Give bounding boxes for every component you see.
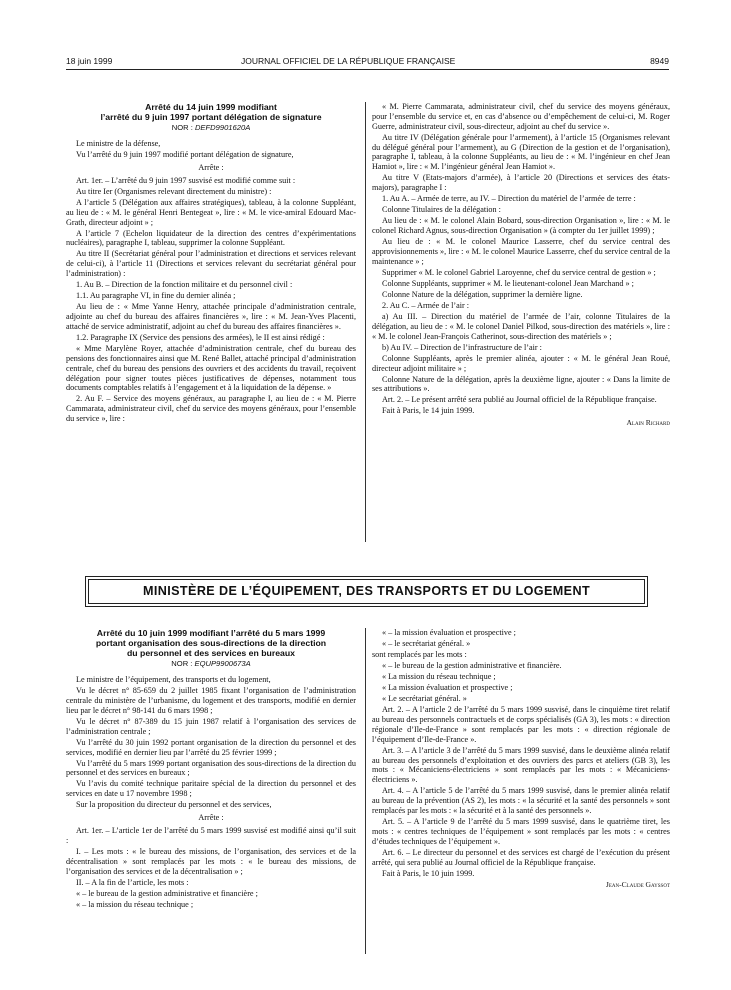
arrete1-right-column — [372, 102, 670, 428]
paragraph: Vu l’avis du comité technique paritaire spécial de la direction du personnel et des services en date u 17 novembre 1998 ; — [66, 779, 356, 799]
paragraph: Art. 1er. – L’article 1er de l’arrêté du 5 mars 1999 susvisé est modifié ainsi qu’il suit : — [66, 826, 356, 845]
arrete2-title-line: portant organisation des sous-directions de la direction — [95, 638, 327, 648]
paragraph: b) Au IV. – Direction de l’infrastructure de l’air : — [382, 342, 542, 352]
paragraph: Art. 3. – A l’article 3 de l’arrêté du 5 mars 1999 susvisé, dans le deuxième alinéa relatif au bureau des personnels d’exploitation et des ouvriers des parcs et ateliers (GB 3), les mots : « Mécaniciens-électriciens » sont remplacés par les mots : « Mécaniciens-électriciens ». — [372, 745, 670, 785]
paragraph: 2. Au F. – Service des moyens généraux, au paragraphe I, au lieu de : « M. Pierre Cammarata, administrateur civil, chef du service des moyens généraux, pour l’ensemble du service », lire : — [66, 394, 356, 424]
paragraph: Au titre Ier (Organismes relevant directement du ministre) : — [76, 186, 272, 196]
paragraph: II. – A la fin de l’article, les mots : — [76, 877, 189, 887]
paragraph: A l’article 5 (Délégation aux affaires stratégiques), tableau, à la colonne Suppléant, au lieu de : « M. le général Henri Bentegeat », lire : « M. le vice-amiral Edouard Mac-Grath, directeur adjoint » ; — [66, 197, 356, 227]
arrete2-right-column — [372, 628, 670, 890]
paragraph: sont remplacés par les mots : — [372, 650, 467, 660]
paragraph: Arrête : — [198, 813, 224, 823]
paragraph: Vu le décret n° 85-659 du 2 juillet 1985 fixant l’organisation de l’administration centrale du ministère de l’urbanisme, du logement et des transports, modifié en dernier lieu par le décret n° 98-141 du 6 mars 1998 ; — [66, 686, 356, 715]
paragraph: Au lieu de : « Mme Yanne Henry, attachée principale d’administration centrale, adjointe au chef du bureau des affaires financières », lire : « M. Jean-Yves Placenti, attaché de service administratif, adjoint au chef du bureau des affaires financières ». — [66, 302, 356, 331]
arrete2-nor — [66, 659, 356, 668]
paragraph: Arrête : — [198, 162, 224, 172]
paragraph: Art. 2. – A l’article 2 de l’arrêté du 5 mars 1999 susvisé, dans le cinquième tiret relatif au bureau des personnels contractuels et de corps spécialisés (GA 3), les mots : « direction régionale d’Ile-de-France » sont remplacés par les mots : « direction régionale de l’équipement d’Ile-de-France ». — [372, 705, 670, 744]
nor-code: EQUP9900673A — [194, 659, 251, 668]
paragraph: Art. 4. – A l’article 5 de l’arrêté du 5 mars 1999 susvisé, dans le premier alinéa relatif au bureau de la prévention (AS 2), les mots : « la sécurité et la santé des personnels » sont remplacés par les mots : « la sécurité et à la santé des personnels ». — [372, 786, 670, 816]
paragraph: Colonne Suppléants, après le premier alinéa, ajouter : « M. le général Jean Roué, directeur adjoint militaire » ; — [372, 353, 670, 373]
header-rule — [66, 69, 669, 70]
arrete2-title-line: du personnel et des services en bureaux — [126, 648, 296, 658]
arrete1-left-column — [66, 102, 356, 425]
paragraph: Art. 6. – Le directeur du personnel et des services est chargé de l’exécution du présent arrêté, qui sera publié au Journal officiel de la République française. — [372, 847, 670, 867]
paragraph: Au titre II (Secrétariat général pour l’administration et directions et services relevant de celui-ci), à l’article 11 (Directions et services relevant du secrétariat général pour l’administration) : — [66, 249, 356, 279]
arrete2-left-column — [66, 628, 356, 911]
paragraph: Sur la proposition du directeur du personnel et des services, — [76, 800, 272, 810]
column-divider — [365, 628, 366, 954]
header-date: 18 juin 1999 — [66, 56, 113, 66]
paragraph: « Le secrétariat général. » — [382, 694, 467, 704]
nor-label: NOR : — [171, 659, 193, 668]
arrete1-nor — [66, 123, 356, 132]
paragraph: Vu le décret n° 87-389 du 15 juin 1987 relatif à l’organisation des services de l’administration centrale ; — [66, 716, 356, 736]
paragraph: Le ministre de la défense, — [76, 139, 161, 149]
paragraph: I. – Les mots : « le bureau des missions, de l’organisation, des services et de la décentralisation » sont remplacés par les mots : « le bureau des missions, de l’organisation des services et de la décentralisation » ; — [66, 846, 356, 876]
paragraph: Art. 2. – Le présent arrêté sera publié au Journal officiel de la République française. — [382, 395, 657, 405]
paragraph: Colonne Titulaires de la délégation : — [382, 205, 501, 215]
paragraph: « – le bureau de la gestion administrative et financière ; — [76, 888, 258, 898]
paragraph: Le ministre de l’équipement, des transports et du logement, — [76, 675, 271, 685]
paragraph: 1. Au B. – Direction de la fonction militaire et du personnel civil : — [76, 280, 293, 290]
arrete1-title-line: l’arrêté du 9 juin 1997 portant délégation de signature — [100, 112, 322, 122]
paragraph: Au lieu de : « M. le colonel Maurice Lasserre, chef du service central des approvisionnements », lire : « M. le colonel Maurice Lasserre, chef du service central de la maintenance » ; — [372, 237, 670, 266]
arrete1-title-line: Arrêté du 14 juin 1999 modifiant — [145, 102, 277, 112]
paragraph: « Mme Marylène Royer, attachée d’administration centrale, chef du bureau des pensions des fonctionnaires ainsi que M. René Ballet, attaché principal d’administration centrale, chef du bureau des pensions des ouvriers et des accidents du travail, reçoivent délégation pour signer toutes pièces justificatives de dépenses, notamment tous documents comptables relatifs à l’engagement et à la liquidation de la dépense. » — [66, 344, 356, 393]
paragraph: « La mission évaluation et prospective ; — [382, 683, 513, 693]
paragraph: « La mission du réseau technique ; — [382, 672, 496, 682]
column-divider — [365, 102, 366, 542]
paragraph: Au lieu de : « M. le colonel Alain Bobard, sous-direction Organisation », lire : « M. le colonel Richard Agnus, sous-direction Organisation » (à compter du 1er juillet 1999) ; — [372, 216, 670, 236]
page-header — [66, 56, 669, 70]
paragraph: « – le secrétariat général. » — [382, 639, 471, 649]
paragraph: Vu l’arrêté du 5 mars 1999 portant organisation des sous-directions de la direction du personnel et des services en bureaux ; — [66, 758, 356, 778]
paragraph: a) Au III. – Direction du matériel de l’armée de l’air, colonne Titulaires de la délégation, au lieu de : « M. le colonel Daniel Pilkod, sous-direction des matériels », lire : « M. le colonel Jean-François Catherinot, sous-direction des matériels » ; — [372, 311, 670, 341]
paragraph: A l’article 7 (Echelon liquidateur de la direction des centres d’expérimentations nucléaires), paragraphe I, tableau, supprimer la colonne Suppléant. — [66, 228, 356, 248]
nor-code: DEFD9901620A — [194, 123, 251, 132]
paragraph: « M. Pierre Cammarata, administrateur civil, chef du service des moyens généraux, pour l’ensemble du service et, en cas d’absence ou d’empêchement de celui-ci, M. Roger Guerre, administrateur civil, sous-directeur, adjoint au chef du service ». — [372, 102, 670, 131]
header-journal-title: JOURNAL OFFICIEL DE LA RÉPUBLIQUE FRANÇAISE — [241, 56, 456, 66]
paragraph: Art. 1er. – L’arrêté du 9 juin 1997 susvisé est modifié comme suit : — [76, 175, 296, 185]
paragraph: 1.2. Paragraphe IX (Service des pensions des armées), le II est ainsi rédigé : — [76, 332, 325, 342]
paragraph: 1. Au A. – Armée de terre, au IV. – Direction du matériel de l’armée de terre : — [382, 194, 636, 204]
paragraph: Fait à Paris, le 10 juin 1999. — [382, 868, 475, 878]
paragraph: Colonne Nature de la délégation, après la deuxième ligne, ajouter : « Dans la limite de ses attributions ». — [372, 374, 670, 394]
paragraph: Supprimer « M. le colonel Gabriel Laroyenne, chef du service central de gestion » ; — [382, 267, 656, 277]
arrete2-signature: Jean-Claude Gayssot — [605, 879, 670, 889]
paragraph: Colonne Suppléants, supprimer « M. le lieutenant-colonel Jean Marchand » ; — [382, 278, 634, 288]
paragraph: Vu l’arrêté du 9 juin 1997 modifié portant délégation de signature, — [76, 150, 294, 160]
arrete2-title-line: Arrêté du 10 juin 1999 modifiant l’arrêté du 5 mars 1999 — [96, 628, 326, 638]
paragraph: « – la mission évaluation et prospective ; — [382, 628, 516, 637]
paragraph: 1.1. Au paragraphe VI, in fine du dernier alinéa ; — [76, 291, 236, 301]
paragraph: Au titre V (Etats-majors d’armée), à l’article 20 (Directions et services des états-majors), paragraphe I : — [372, 173, 670, 193]
header-page-number: 8949 — [650, 56, 669, 66]
ministry-banner: MINISTÈRE DE L’ÉQUIPEMENT, DES TRANSPORTS ET DU LOGEMENT — [88, 579, 645, 604]
paragraph: Fait à Paris, le 14 juin 1999. — [382, 406, 475, 416]
paragraph: Art. 5. – A l’article 9 de l’arrêté du 5 mars 1999 susvisé, dans le quatrième tiret, les mots : « centres techniques de l’équipement » sont remplacés par les mots : « centres d’études techniques de l’équipement ». — [372, 817, 670, 846]
paragraph: « – le bureau de la gestion administrative et financière. — [382, 661, 562, 671]
nor-label: NOR : — [171, 123, 193, 132]
arrete2-title — [66, 628, 356, 658]
paragraph: Colonne Nature de la délégation, supprimer la dernière ligne. — [382, 289, 583, 299]
arrete1-signature: Alain Richard — [626, 417, 670, 427]
arrete1-title — [66, 102, 356, 122]
paragraph: « – la mission du réseau technique ; — [76, 899, 194, 909]
paragraph: Au titre IV (Délégation générale pour l’armement), à l’article 15 (Organismes relevant du délégué général pour l’armement), au G (Direction de la gestion et de l’organisation), paragraphe I, tableau, à la colonne Suppléants, au lieu de : « M. l’ingénieur en chef Jean Hamiot », lire : « M. l’ingénieur général Jean Hamiot ». — [372, 132, 670, 172]
paragraph: 2. Au C. – Armée de l’air : — [382, 300, 470, 310]
paragraph: Vu l’arrêté du 30 juin 1992 portant organisation de la direction du personnel et des services, modifié en dernier lieu par l’arrêté du 25 février 1999 ; — [66, 737, 356, 757]
